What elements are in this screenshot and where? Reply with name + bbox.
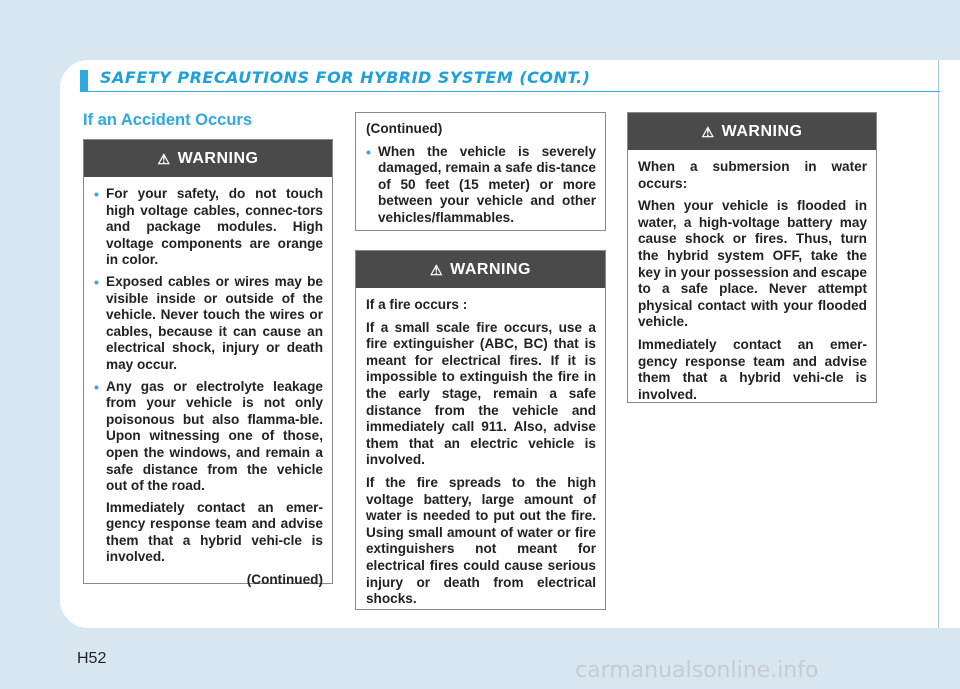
continued-label: (Continued) [366,121,443,136]
warning-triangle-icon: ⚠ [701,123,715,140]
warning-bullet-list [94,186,323,495]
warning-box-submersion [627,112,877,403]
header-accent-bar [80,70,88,92]
warning-label: WARNING [721,122,803,140]
contact-note: Immediately contact an emer-gency response team and advise them that a hybrid vehi-cle is involved. [106,499,323,565]
warning-label: WARNING [177,149,259,167]
page-edge-line [938,60,939,628]
warning-box-accident [83,139,333,588]
list-item: • Any gas or electrolyte leakage from your vehicle is not only poisonous but also flamma-ble. Upon witnessing one of those, open the windows, and remain a safe distance from the vehicle out of the road. [94,379,323,495]
warning-body [356,288,605,622]
paragraph: When your vehicle is flooded in water, a high-voltage battery may cause shock or fires. Thus, turn the hybrid system OFF, take the key in your possession and escape to a safe place. Never attempt physical contact with your flooded vehicle. [638,198,867,330]
list-item: • For your safety, do not touch high voltage cables, connec-tors and package modules. High voltage components are orange in color. [94,186,323,269]
warning-header [84,140,332,177]
paragraph: If a small scale fire occurs, use a fire extinguisher (ABC, BC) that is meant for electrical fires. If it is impossible to extinguish the fire in the early stage, remain a safe distance from the vehicle and immediately call 911. Also, advise them that an electric vehicle is involved. [366,319,596,468]
continued-label: (Continued) [246,572,323,588]
page-number: H52 [77,650,107,667]
warning-label: WARNING [450,260,531,278]
warning-body [628,150,876,417]
warning-triangle-icon: ⚠ [157,150,171,167]
warning-box-fire [355,250,606,610]
paragraph: When a submersion in water occurs: [638,159,867,191]
header-rule [82,91,940,92]
warning-box-continued [355,112,606,231]
paragraph: Immediately contact an emer-gency response team and advise them that a hybrid vehi-cle is involved. [638,336,867,402]
list-item: • When the vehicle is severely damaged, remain a safe dis-tance of 50 feet (15 meter) or more between your vehicle and other vehicles/flammables. [366,144,596,227]
warning-header [356,251,605,288]
paragraph: If the fire spreads to the high voltage battery, large amount of water is needed to put out the fire. Using small amount of water or fire extinguishers not meant for electrical fires could cause serious injury or death from electrical shocks. [366,474,596,607]
warning-triangle-icon: ⚠ [430,261,444,278]
section-title: If an Accident Occurs [83,111,253,129]
list-item: • Exposed cables or wires may be visible inside or outside of the vehicle. Never touch the wires or cables, because it can cause an electrical shock, injury or death may occur. [94,274,323,374]
warning-header [628,113,876,150]
paragraph: If a fire occurs : [366,297,468,312]
warning-body [356,113,605,240]
watermark[interactable]: carmanualsonline.info [575,658,819,683]
warning-bullet-list [366,144,596,227]
warning-body [84,177,332,597]
page-header-title: SAFETY PRECAUTIONS FOR HYBRID SYSTEM (CONT.) [100,68,591,87]
